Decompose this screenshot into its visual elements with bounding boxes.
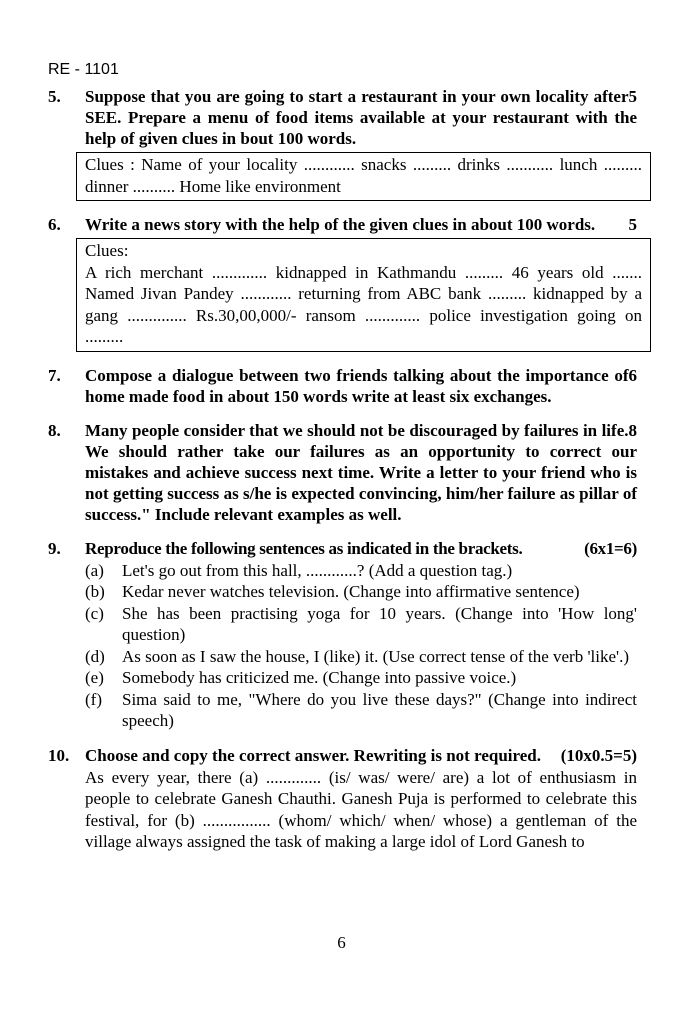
question-7 (48, 365, 637, 407)
question-body (85, 214, 642, 352)
question-number: 7. (48, 365, 61, 385)
clues-title: Clues: (85, 241, 129, 260)
sub-question-label: (d) (85, 646, 105, 666)
question-body (85, 420, 637, 525)
sub-question-label: (a) (85, 560, 104, 580)
page-number: 6 (337, 933, 346, 952)
question-text: Many people consider that we should not be discouraged by failures in life. We should rather take our failures as an opportunity to correct our mistakes and achieve success next time. Write a letter to your friend who is not getting success as s/he is expected convincing, him/her failure as pillar of success." Include relevant examples as well. (85, 420, 637, 524)
sub-question-label: (c) (85, 603, 104, 623)
sub-question-label: (b) (85, 582, 105, 601)
sub-question (85, 646, 637, 668)
sub-question-text: Let's go out from this hall, ............? (Add a question tag.) (122, 560, 513, 580)
question-heading (85, 365, 637, 407)
question-body (85, 538, 637, 732)
sub-question-list (85, 560, 637, 732)
question-number: 5. (48, 87, 61, 106)
question-text: Write a news story with the help of the given clues in about 100 words. (85, 215, 596, 234)
question-text: Choose and copy the correct answer. Rewriting is not required. (85, 745, 541, 765)
question-marks: 8 (628, 420, 637, 440)
question-body (85, 745, 637, 853)
clues-box (76, 152, 651, 201)
question-heading (85, 745, 637, 766)
sub-question-text: Sima said to me, "Where do you live these days?" (Change into indirect speech) (122, 689, 637, 730)
sub-question (85, 689, 637, 732)
question-passage: As every year, there (a) ............. (is/ was/ were/ are) a lot of enthusiasm in people to celebrate Ganesh Chauthi. Ganesh Puja is performed to celebrate this festival, for (b) ................ (whom/ which/ when/ whose) a gentleman of the village always assigned the task of making a large idol of Lord Ganesh to (85, 767, 637, 851)
question-6 (48, 214, 642, 352)
doc-code: RE - 1101 (48, 61, 119, 78)
sub-question-text: Somebody has criticized me. (Change into passive voice.) (122, 668, 517, 687)
question-5 (48, 86, 642, 201)
sub-question-text: She has been practising yoga for 10 years. (Change into 'How long' question) (122, 603, 637, 644)
sub-question (85, 581, 637, 603)
question-heading (85, 214, 637, 235)
question-number: 10. (48, 745, 70, 765)
question-heading (85, 86, 637, 149)
sub-question (85, 603, 637, 646)
question-10 (48, 745, 637, 853)
question-marks: 5 (628, 87, 637, 106)
question-number: 6. (48, 215, 61, 234)
clues-text: Clues : Name of your locality ............ snacks ......... drinks ........... lunch ......... dinner .......... Home like environment (85, 155, 642, 196)
question-marks: 6 (628, 365, 637, 385)
page-content (48, 60, 642, 866)
question-marks: (10x0.5=5) (560, 745, 637, 765)
question-number: 9. (48, 538, 61, 558)
question-heading (85, 420, 637, 525)
question-body (85, 365, 637, 407)
clues-text: A rich merchant ............. kidnapped in Kathmandu ......... 46 years old ....... Named Jivan Pandey ............ returning from ABC bank ......... kidnapped by a gang .............. Rs.30,00,000/- ransom ............. police investigation going on ......... (85, 262, 642, 346)
clues-box (76, 238, 651, 352)
question-number: 8. (48, 420, 61, 440)
sub-question (85, 560, 637, 582)
question-text: Suppose that you are going to start a restaurant in your own locality after SEE. Prepare a menu of food items available at your restaurant with the help of given clues in bout 100 words. (85, 87, 637, 148)
question-text: Reproduce the following sentences as indicated in the brackets. (85, 538, 523, 558)
sub-question-label: (e) (85, 668, 104, 687)
question-text: Compose a dialogue between two friends talking about the importance of home made food in about 150 words write at least six exchanges. (85, 365, 629, 406)
sub-question-text: As soon as I saw the house, I (like) it. (Use correct tense of the verb 'like'.) (122, 646, 629, 666)
question-8 (48, 420, 637, 525)
question-heading (85, 538, 637, 559)
sub-question-label: (f) (85, 689, 102, 709)
question-marks: 5 (628, 215, 637, 234)
question-marks: (6x1=6) (584, 538, 637, 558)
sub-question-text: Kedar never watches television. (Change into affirmative sentence) (122, 582, 580, 601)
question-9 (48, 538, 637, 732)
sub-question (85, 667, 637, 689)
question-body (85, 86, 642, 201)
